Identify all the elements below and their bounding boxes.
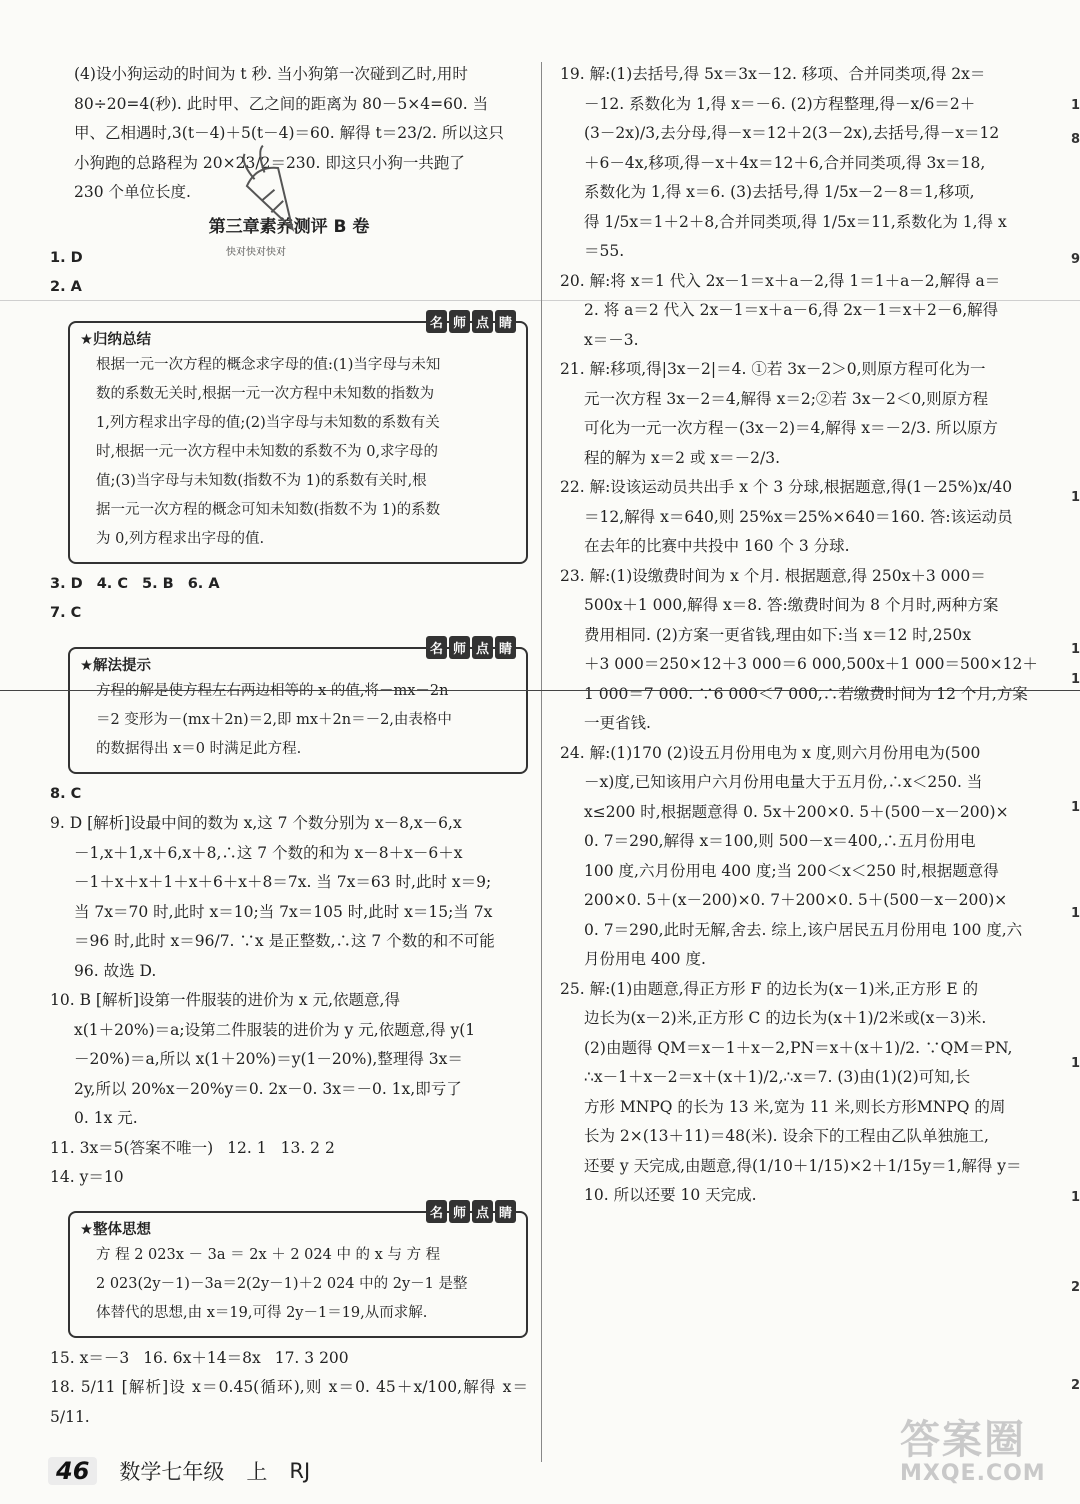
text-line: 可化为一元一次方程－(3x－2)＝4,解得 x＝－2/3. 所以原方 <box>584 419 998 437</box>
answer-8: 8. C <box>50 785 82 802</box>
tag-char: 睛 <box>495 1200 516 1223</box>
text-line: 得 1/5x＝1＋2＋8,合并同类项,得 1/5x＝11,系数化为 1,得 x <box>584 212 1007 231</box>
edge-mark: 1 <box>1070 98 1080 113</box>
text-line: －1＋x＋x＋1＋x＋6＋x＋8＝7x. 当 7x＝63 时,此时 x＝9; <box>74 873 492 891</box>
answer-18: 18. 5/11 [解析]设 x＝0.45(循环),则 x＝0. 45＋x/100,解得 x＝5/11. <box>50 1378 528 1426</box>
text-line: 在去年的比赛中共投中 160 个 3 分球. <box>584 537 850 555</box>
text-line: 20. 解:将 x＝1 代入 2x－1＝x＋a－2,得 1＝1＋a－2,解得 a＝ <box>560 271 1001 290</box>
watermark-line1: 答案圈 <box>900 1417 1026 1463</box>
text-line: 长为 2×(13＋11)＝48(米). 设余下的工程由乙队单独施工, <box>584 1127 989 1145</box>
answer-3: 3. D <box>50 575 83 592</box>
watermark <box>900 1408 1046 1486</box>
edge-mark: 9 <box>1070 252 1080 267</box>
text-line: 19. 解:(1)去括号,得 5x＝3x－12. 移项、合并同类项,得 2x＝ <box>560 65 986 83</box>
text-line: (4)设小狗运动的时间为 t 秒. 当小狗第一次碰到乙时,用时 <box>74 65 468 83</box>
text-line: 方形 MNPQ 的长为 13 米,宽为 11 米,则长方形MNPQ 的周 <box>584 1097 1006 1116</box>
edge-mark: 8 <box>1070 132 1080 147</box>
text-line: 费用相同. (2)方案一更省钱,理由如下:当 x＝12 时,250x <box>584 625 972 644</box>
tag-char: 师 <box>449 636 470 659</box>
tag-char: 点 <box>472 1200 493 1223</box>
tag-char: 点 <box>472 636 493 659</box>
answer-9-block <box>50 809 528 986</box>
subject-label: 数学七年级 <box>119 1460 225 1484</box>
box-line: 方程的解是使方程左右两边相等的 x 的值,将－mx－2n <box>96 682 449 699</box>
text-line: ∴x－1＋x－2＝x＋(x＋1)/2,∴x＝7. (3)由(1)(2)可知,长 <box>584 1068 971 1086</box>
left-column <box>50 60 528 1432</box>
text-line: 10. B [解析]设第一件服装的进价为 x 元,依题意,得 <box>50 991 400 1009</box>
section-title: 第三章素养测评 B 卷 <box>208 216 370 237</box>
edge-mark: 1 <box>1070 1056 1080 1071</box>
teacher-tip-tag <box>426 636 516 659</box>
text-line: ＋6－4x,移项,得－x＋4x＝12＋6,合并同类项,得 3x＝18, <box>584 153 986 172</box>
tip-box-solution <box>68 641 528 774</box>
scan-line-artifact <box>0 690 1080 691</box>
text-line: ＝12,解得 x＝640,则 25%x＝25%×640＝160. 答:该运动员 <box>584 507 1013 526</box>
teacher-tip-tag <box>426 1200 516 1223</box>
answer-13: 13. 2 2 <box>280 1138 335 1157</box>
answer-11: 11. 3x＝5(答案不唯一) <box>50 1138 214 1157</box>
text-line: ＋3 000＝250×12＋3 000＝6 000,500x＋1 000＝500×12＋ <box>584 655 1038 673</box>
text-line: 25. 解:(1)由题意,得正方形 F 的边长为(x－1)米,正方形 E 的 <box>560 979 979 998</box>
answer-5: 5. B <box>141 575 174 592</box>
text-line: 程的解为 x＝2 或 x＝－2/3. <box>584 448 780 467</box>
text-line: 当 7x＝70 时,此时 x＝10;当 7x＝105 时,此时 x＝15;当 7x <box>74 902 493 921</box>
text-line: 200×0. 5＋(x－200)×0. 7＋200×0. 5＋(500－x－200)× <box>584 891 1008 909</box>
answer-15: 15. x＝－3 <box>50 1348 130 1367</box>
text-line: 月份用电 400 度. <box>584 950 706 968</box>
tip-box-summary <box>68 315 528 564</box>
tag-char: 师 <box>449 310 470 333</box>
text-line: 80÷20=4(秒). 此时甲、乙之间的距离为 80－5×4=60. 当 <box>74 94 489 113</box>
text-line: 24. 解:(1)170 (2)设五月份用电为 x 度,则六月份用电为(500 <box>560 743 981 762</box>
edge-mark: 1 <box>1070 800 1080 815</box>
box-line: 据一元一次方程的概念可知未知数(指数不为 1)的系数 <box>96 501 441 518</box>
text-line: 元一次方程 3x－2＝4,解得 x＝2;②若 3x－2＜0,则原方程 <box>584 389 989 408</box>
box-line: 2 023(2y－1)－3a＝2(2y－1)＋2 024 中的 2y－1 是整 <box>96 1275 468 1292</box>
column-divider <box>541 62 542 1462</box>
text-line: 1 000＝7 000. ∵6 000＜7 000,∴若缴费时间为 12 个月,方案 <box>584 684 1028 703</box>
answer-22-block <box>560 473 1040 562</box>
text-line: x≤200 时,根据题意得 0. 5x＋200×0. 5＋(500－x－200)× <box>584 802 1009 821</box>
text-line: 0. 7＝290,此时无解,舍去. 综上,该户居民五月份用电 100 度,六 <box>584 920 1023 939</box>
right-column <box>560 60 1040 1211</box>
edge-mark: 1 <box>1070 1190 1080 1205</box>
answers-3-6 <box>50 570 528 600</box>
stamp-text: 快对快对快对 <box>226 247 286 258</box>
box-line: ＝2 变形为－(mx＋2n)＝2,即 mx＋2n＝－2,由表格中 <box>96 711 452 728</box>
answer-24-block <box>560 739 1040 975</box>
text-line: x＝－3. <box>584 330 639 349</box>
tag-char: 师 <box>449 1200 470 1223</box>
answer-19-block <box>560 60 1040 267</box>
text-line: 23. 解:(1)设缴费时间为 x 个月. 根据题意,得 250x＋3 000＝ <box>560 566 986 585</box>
answer-6: 6. A <box>187 575 220 592</box>
text-line: －12. 系数化为 1,得 x＝－6. (2)方程整理,得－x/6＝2＋ <box>584 94 976 113</box>
text-line: 还要 y 天完成,由题意,得(1/10＋1/15)×2＋1/15y＝1,解得 y＝ <box>584 1156 1022 1175</box>
text-line: 一更省钱. <box>584 714 651 732</box>
tip-box-holistic <box>68 1205 528 1338</box>
box-title: ★解法提示 <box>80 657 151 674</box>
answer-4: 4. C <box>96 575 128 592</box>
text-line: (2)由题得 QM＝x－1＋x－2,PN＝x＋(x＋1)/2. ∵QM＝PN, <box>584 1038 1013 1057</box>
edge-mark: 1 <box>1070 642 1080 657</box>
text-line: 22. 解:设该运动员共出手 x 个 3 分球,根据题意,得(1－25%)x/40 <box>560 478 1013 496</box>
page-footer <box>48 1456 310 1486</box>
tag-char: 睛 <box>495 636 516 659</box>
text-line: 10. 所以还要 10 天完成. <box>584 1186 757 1204</box>
answer-1: 1. D <box>50 249 83 266</box>
text-line: 2y,所以 20%x－20%y＝0. 2x－0. 3x＝－0. 1x,即亏了 <box>74 1079 462 1098</box>
box-title: ★整体思想 <box>80 1221 151 1238</box>
answer-25-block <box>560 975 1040 1211</box>
watermark-line2: MXQE.COM <box>900 1461 1046 1486</box>
text-line: 0. 1x 元. <box>74 1109 138 1127</box>
box-line: 的数据得出 x＝0 时满足此方程. <box>96 740 302 757</box>
text-line: ＝55. <box>584 242 625 260</box>
teacher-tip-tag <box>426 310 516 333</box>
answer-23-block <box>560 562 1040 739</box>
tag-char: 名 <box>426 1200 447 1223</box>
text-line: 9. D [解析]设最中间的数为 x,这 7 个数分别为 x－8,x－6,x <box>50 814 462 832</box>
answers-11-13 <box>50 1134 528 1164</box>
tag-char: 名 <box>426 636 447 659</box>
answer-16: 16. 6x＋14＝8x <box>143 1348 261 1367</box>
box-line: 时,根据一元一次方程中未知数的系数不为 0,求字母的 <box>96 443 439 460</box>
answer-21-block <box>560 355 1040 473</box>
box-line: 1,列方程求出字母的值;(2)当字母与未知数的系数有关 <box>96 414 440 431</box>
edge-mark: 1 <box>1070 672 1080 687</box>
text-line: (3－2x)/3,去分母,得－x＝12＋2(3－2x),去括号,得－x＝12 <box>584 124 1000 142</box>
edge-mark: 2 <box>1070 1378 1080 1393</box>
box-line: 体替代的思想,由 x＝19,可得 2y－1＝19,从而求解. <box>96 1304 428 1321</box>
answer-10-block <box>50 986 528 1134</box>
edition-label: RJ <box>289 1459 311 1483</box>
answers-15-17 <box>50 1344 528 1374</box>
text-line: 21. 解:移项,得|3x－2|＝4. ①若 3x－2＞0,则原方程可化为一 <box>560 360 986 378</box>
text-line: －1,x＋1,x＋6,x＋8,∴这 7 个数的和为 x－8＋x－6＋x <box>74 843 463 862</box>
tag-char: 点 <box>472 310 493 333</box>
answer-12: 12. 1 <box>227 1138 267 1157</box>
text-line: 边长为(x－2)米,正方形 C 的边长为(x＋1)/2米或(x－3)米. <box>584 1009 987 1027</box>
edge-mark: 1 <box>1070 906 1080 921</box>
page-number: 46 <box>48 1457 97 1485</box>
answer-20-block <box>560 267 1040 356</box>
answer-14: 14. y＝10 <box>50 1168 124 1186</box>
text-line: 100 度,六月份用电 400 度;当 200＜x＜250 时,根据题意得 <box>584 861 999 880</box>
edge-mark: 1 <box>1070 490 1080 505</box>
text-line: －x)度,已知该用户六月份用电量大于五月份,∴x＜250. 当 <box>584 773 983 791</box>
answer-7: 7. C <box>50 605 82 621</box>
text-line: 230 个单位长度. <box>74 183 191 201</box>
box-line: 根据一元一次方程的概念求字母的值:(1)当字母与未知 <box>96 356 441 373</box>
text-line: 500x＋1 000,解得 x＝8. 答:缴费时间为 8 个月时,两种方案 <box>584 596 999 614</box>
box-line: 方 程 2 023x － 3a ＝ 2x ＋ 2 024 中 的 x 与 方 程 <box>96 1246 441 1263</box>
tag-char: 睛 <box>495 310 516 333</box>
text-line: 2. 将 a＝2 代入 2x－1＝x＋a－6,得 2x－1＝x＋2－6,解得 <box>584 301 999 319</box>
carrot-stamp-icon <box>230 140 310 240</box>
box-line: 数的系数无关时,根据一元一次方程中未知数的指数为 <box>96 385 435 402</box>
text-line: 系数化为 1,得 x＝6. (3)去括号,得 1/5x－2－8＝1,移项, <box>584 183 975 201</box>
text-line: 小狗跑的总路程为 20×23/2＝230. 即这只小狗一共跑了 <box>74 153 465 172</box>
text-line: 96. 故选 D. <box>74 961 157 980</box>
box-line: 值;(3)当字母与未知数(指数不为 1)的系数有关时,根 <box>96 472 427 489</box>
term-label: 上 <box>246 1460 268 1484</box>
text-line: x(1＋20%)＝a;设第二件服装的进价为 y 元,依题意,得 y(1 <box>74 1020 476 1039</box>
answer-2: 2. A <box>50 279 82 295</box>
edge-mark: 2 <box>1070 1280 1080 1295</box>
text-line: 0. 7＝290,解得 x＝100,则 500－x＝400,∴五月份用电 <box>584 832 976 850</box>
box-title: ★归纳总结 <box>80 331 151 348</box>
text-line: 甲、乙相遇时,3(t－4)＋5(t－4)＝60. 解得 t＝23/2. 所以这只 <box>74 124 504 142</box>
text-line: ＝96 时,此时 x＝96/7. ∵x 是正整数,∴这 7 个数的和不可能 <box>74 932 495 950</box>
answer-17: 17. 3 200 <box>274 1348 349 1367</box>
text-line: －20%)＝a,所以 x(1＋20%)＝y(1－20%),整理得 3x＝ <box>74 1050 463 1068</box>
tag-char: 名 <box>426 310 447 333</box>
box-line: 为 0,列方程求出字母的值. <box>96 530 265 547</box>
